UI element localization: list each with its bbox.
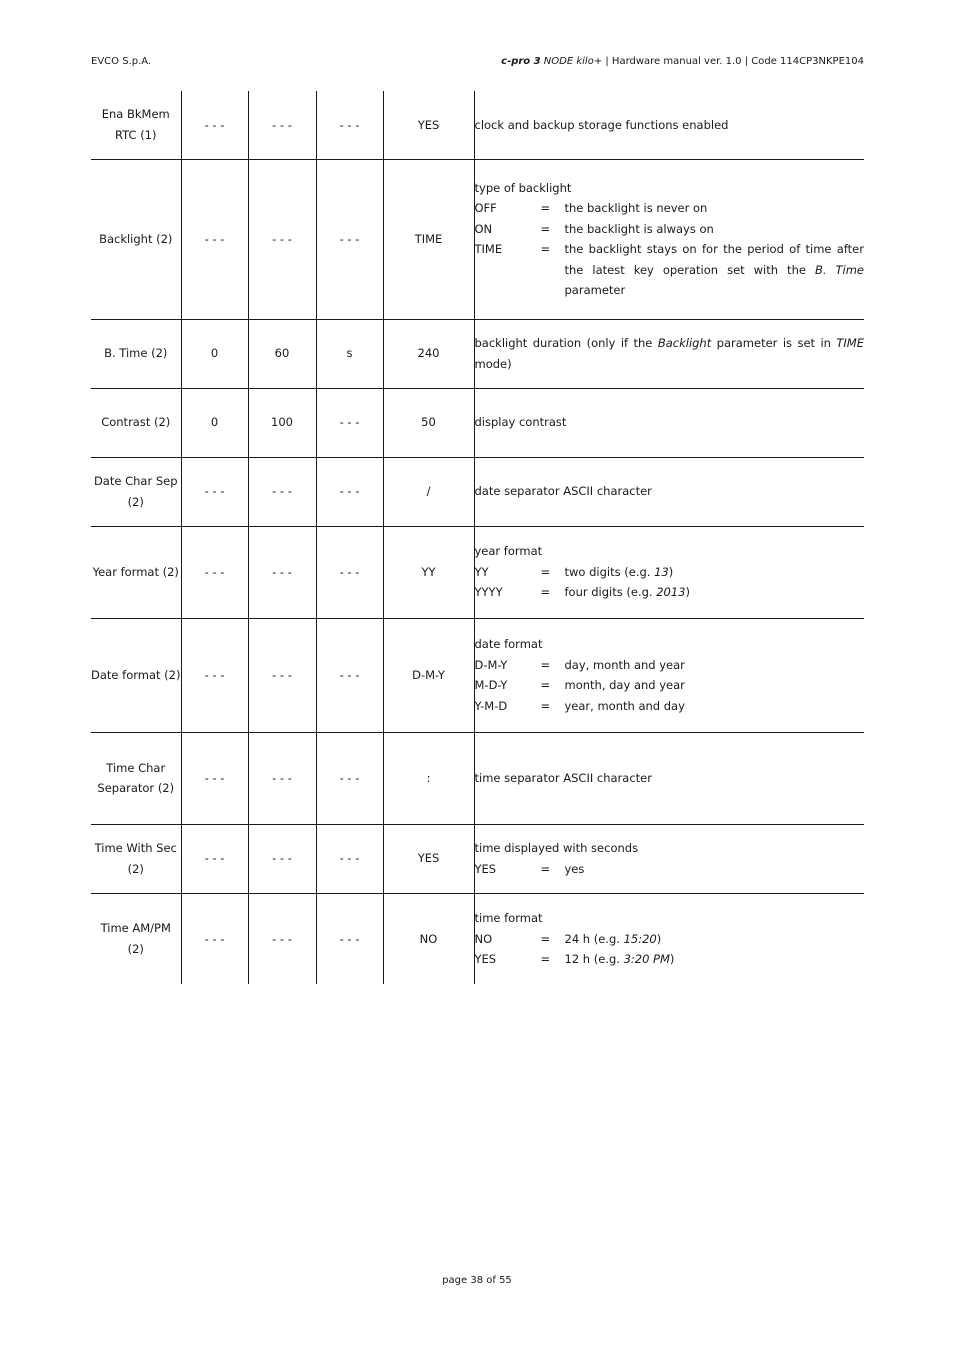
header-product-name: c-pro 3 (501, 56, 541, 67)
param-default: NO (383, 893, 474, 984)
option-text-part: ) (668, 564, 674, 579)
description-part: parameter is set in (711, 336, 837, 350)
table-row (91, 159, 864, 319)
page-number: page 38 of 55 (442, 1275, 512, 1286)
option-row (475, 239, 865, 301)
option-text (565, 929, 865, 950)
table-row (91, 457, 864, 526)
param-default: / (383, 457, 474, 526)
option-text-part: ) (656, 931, 662, 946)
param-unit: - - - (316, 824, 383, 893)
param-max: - - - (248, 732, 316, 824)
option-row (475, 582, 865, 603)
option-example: 2013 (656, 585, 686, 600)
option-text: the backlight is always on (564, 221, 714, 236)
option-key: NO (474, 931, 493, 946)
param-name: Time With Sec (2) (91, 824, 181, 893)
param-min: 0 (181, 319, 248, 388)
option-example: 3:20 PM (623, 952, 670, 966)
option-equals: = (540, 931, 551, 946)
option-text (565, 949, 865, 970)
param-name: Year format (2) (91, 526, 181, 618)
param-min: - - - (181, 618, 248, 732)
param-max: - - - (248, 91, 316, 159)
option-text (565, 562, 865, 583)
option-text-part: parameter (564, 283, 626, 297)
param-unit: - - - (316, 159, 383, 319)
header-product-variant: NODE kilo+ (540, 56, 603, 67)
option-text: year, month and day (564, 698, 685, 713)
description-title: time format (474, 911, 543, 925)
param-default: TIME (383, 159, 474, 319)
param-min: - - - (181, 824, 248, 893)
param-default: 50 (383, 388, 474, 457)
param-max: - - - (248, 457, 316, 526)
param-unit: - - - (316, 732, 383, 824)
header-document-info (501, 56, 864, 67)
param-default: YES (383, 824, 474, 893)
param-min: - - - (181, 732, 248, 824)
param-unit: - - - (316, 526, 383, 618)
description-title: time displayed with seconds (474, 841, 639, 855)
description-title: year format (474, 544, 543, 559)
param-min: - - - (181, 526, 248, 618)
param-max: - - - (248, 526, 316, 618)
param-description (474, 526, 864, 618)
option-text-part: two digits (e.g. (564, 564, 655, 579)
option-key: YYYY (474, 585, 503, 600)
description-part: backlight duration (only if the (474, 336, 658, 350)
param-default: YES (383, 91, 474, 159)
option-text-part: ) (685, 585, 691, 600)
option-key: TIME (474, 242, 503, 256)
param-name: Date Char Sep (2) (91, 457, 181, 526)
param-max: 60 (248, 319, 316, 388)
param-description: date separator ASCII character (474, 457, 864, 526)
param-name: Contrast (2) (91, 388, 181, 457)
param-max: 100 (248, 388, 316, 457)
param-min: - - - (181, 893, 248, 984)
param-name: Backlight (2) (91, 159, 181, 319)
option-text: month, day and year (564, 678, 685, 692)
option-equals: = (540, 952, 551, 966)
option-key: OFF (474, 201, 497, 215)
param-max: - - - (248, 618, 316, 732)
option-row (475, 655, 865, 676)
param-min: - - - (181, 457, 248, 526)
param-description (474, 618, 864, 732)
param-default: 240 (383, 319, 474, 388)
option-example: 13 (654, 564, 669, 579)
option-text-part: four digits (e.g. (564, 585, 657, 600)
param-description: display contrast (474, 388, 864, 457)
description-part: mode) (474, 356, 512, 371)
option-equals: = (540, 698, 551, 713)
header-manual-code: | Hardware manual ver. 1.0 | Code 114CP3NKPE104 (602, 56, 864, 67)
description-title: date format (474, 637, 543, 651)
param-default: YY (383, 526, 474, 618)
option-text-param-ref: B. Time (814, 262, 865, 277)
table-row (91, 732, 864, 824)
option-row (475, 859, 865, 880)
option-row (475, 929, 865, 950)
param-unit: - - - (316, 893, 383, 984)
option-equals: = (540, 242, 551, 256)
option-equals: = (540, 678, 551, 692)
param-default: : (383, 732, 474, 824)
description-title: type of backlight (474, 180, 572, 195)
param-max: - - - (248, 159, 316, 319)
param-min: - - - (181, 159, 248, 319)
param-description: clock and backup storage functions enabled (474, 91, 864, 159)
option-text-part: 24 h (e.g. (564, 931, 624, 946)
table-row (91, 824, 864, 893)
table-row (91, 388, 864, 457)
option-text: yes (564, 861, 585, 876)
param-min: - - - (181, 91, 248, 159)
param-unit: - - - (316, 618, 383, 732)
option-equals: = (540, 585, 551, 600)
param-description (474, 159, 864, 319)
param-description: time separator ASCII character (474, 732, 864, 824)
description-mode-ref: TIME (836, 336, 864, 350)
param-max: - - - (248, 893, 316, 984)
option-text-part: ) (669, 952, 675, 966)
option-row (475, 696, 865, 717)
table-row (91, 618, 864, 732)
param-unit: - - - (316, 91, 383, 159)
option-key: Y-M-D (474, 698, 508, 713)
param-default: D-M-Y (383, 618, 474, 732)
table-row (91, 893, 864, 984)
param-description (474, 893, 864, 984)
option-key: D-M-Y (474, 657, 508, 672)
param-name: Time Char Separator (2) (91, 732, 181, 824)
option-key: ON (474, 221, 493, 236)
header-company: EVCO S.p.A. (91, 56, 152, 67)
option-equals: = (540, 221, 551, 236)
param-description (474, 824, 864, 893)
param-unit: - - - (316, 457, 383, 526)
option-key: M-D-Y (474, 678, 508, 692)
option-row (475, 949, 865, 970)
option-text (565, 239, 865, 301)
option-example: 15:20 (623, 931, 657, 946)
param-name: B. Time (2) (91, 319, 181, 388)
param-name: Ena BkMem RTC (1) (91, 91, 181, 159)
table-row (91, 526, 864, 618)
param-name: Time AM/PM (2) (91, 893, 181, 984)
option-row (475, 675, 865, 696)
param-unit: - - - (316, 388, 383, 457)
option-text: day, month and year (564, 657, 685, 672)
param-description (474, 319, 864, 388)
option-text-part: 12 h (e.g. (564, 952, 624, 966)
option-equals: = (540, 564, 551, 579)
parameters-table (91, 91, 864, 984)
option-equals: = (540, 861, 551, 876)
param-unit: s (316, 319, 383, 388)
option-key: YY (474, 564, 489, 579)
param-min: 0 (181, 388, 248, 457)
option-equals: = (540, 657, 551, 672)
param-name: Date format (2) (91, 618, 181, 732)
option-text (565, 582, 865, 603)
description-param-ref: Backlight (657, 336, 712, 350)
option-text-part: the backlight stays on for the period of time after the latest key operation set with the (564, 242, 864, 277)
option-key: YES (474, 861, 497, 876)
option-equals: = (540, 201, 551, 215)
option-row (475, 219, 865, 240)
option-key: YES (474, 952, 497, 966)
option-row (475, 198, 865, 219)
option-row (475, 562, 865, 583)
table-row (91, 91, 864, 159)
option-text: the backlight is never on (564, 201, 708, 215)
table-row (91, 319, 864, 388)
param-max: - - - (248, 824, 316, 893)
